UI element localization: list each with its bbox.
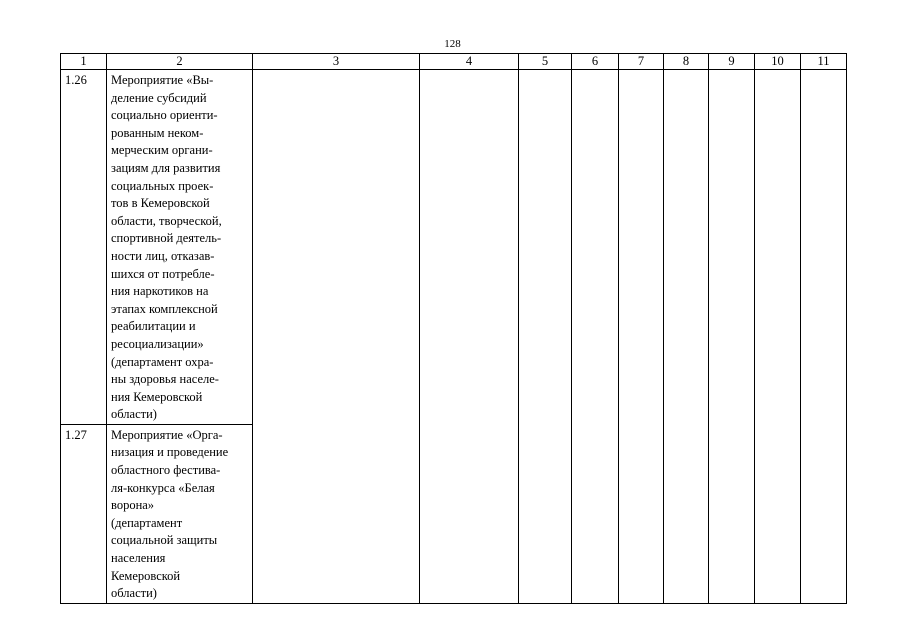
row-description-cell (107, 70, 253, 425)
column-header: 4 (420, 54, 519, 70)
column-header: 2 (107, 54, 253, 70)
empty-cell (709, 70, 755, 604)
column-header: 10 (755, 54, 801, 70)
empty-cell (619, 70, 664, 604)
column-header: 6 (572, 54, 619, 70)
row-description: Мероприятие «Вы- деление субсидий социально ориенти- рованным неком- мерческим органи- зациям для развития социальных проек- тов в Кемеровской области, творческой, спортивной деятель- ности лиц, отказав- шихся от потребле- ния наркотиков на этапах комплексной реабилитации и ресоциализации» (департамент охра- ны здоровья населе- ния Кемеровской области) (111, 73, 222, 422)
empty-cell (519, 70, 572, 604)
empty-cell (253, 70, 420, 604)
empty-cell (572, 70, 619, 604)
document-table (60, 53, 847, 604)
table-header-row (61, 54, 847, 70)
table-row (61, 70, 847, 425)
empty-cell (801, 70, 847, 604)
row-description-cell (107, 424, 253, 603)
row-number: 1.27 (61, 424, 107, 603)
row-number: 1.26 (61, 70, 107, 425)
row-description: Мероприятие «Орга- низация и проведение областного фестива- ля-конкурса «Белая ворона» (департамент социальной защиты населения Кемеровской области) (111, 427, 229, 601)
column-header: 11 (801, 54, 847, 70)
column-header: 1 (61, 54, 107, 70)
column-header: 9 (709, 54, 755, 70)
empty-cell (420, 70, 519, 604)
column-header: 8 (664, 54, 709, 70)
empty-cell (664, 70, 709, 604)
column-header: 5 (519, 54, 572, 70)
empty-cell (755, 70, 801, 604)
column-header: 3 (253, 54, 420, 70)
page-number: 128 (444, 38, 461, 50)
column-header: 7 (619, 54, 664, 70)
